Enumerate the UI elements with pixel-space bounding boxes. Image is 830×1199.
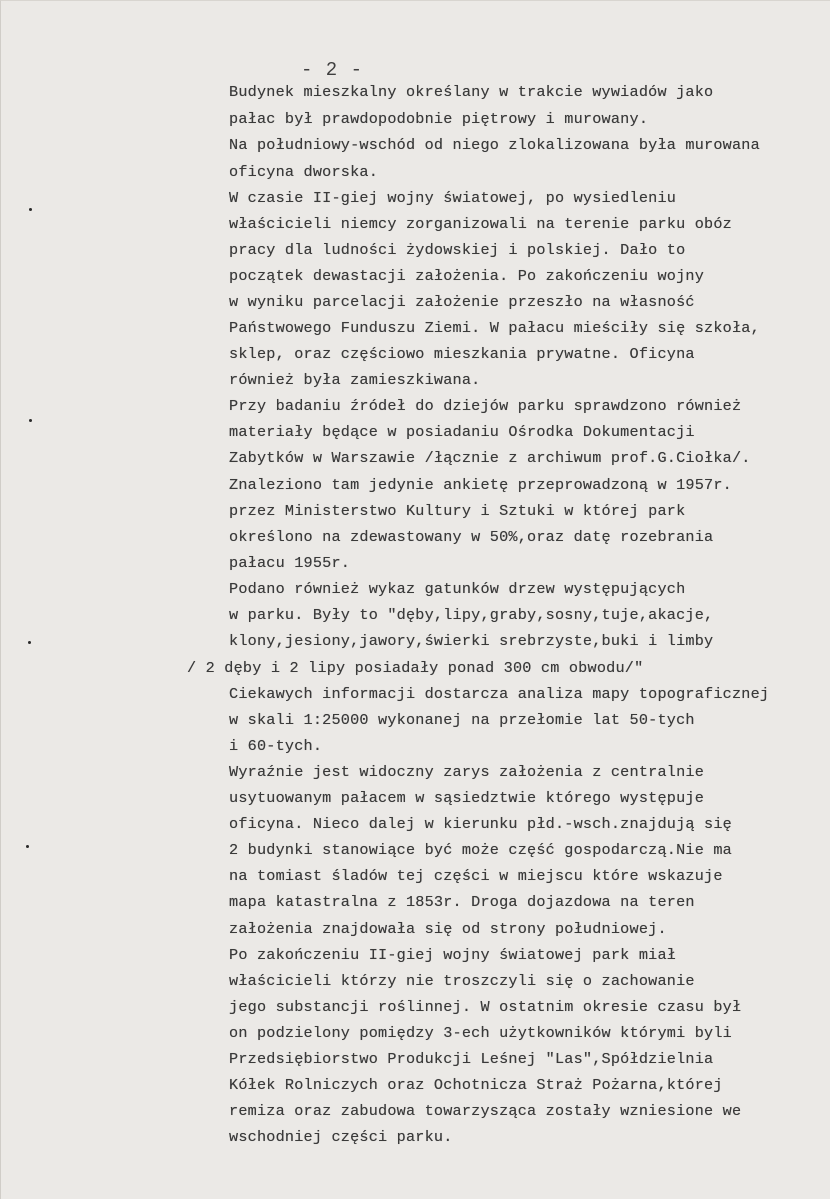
- text-line: oficyna dworska.: [229, 163, 379, 181]
- margin-mark: [29, 208, 32, 211]
- text-line: W czasie II-giej wojny światowej, po wysiedleniu: [229, 189, 677, 207]
- text-line: klony,jesiony,jawory,świerki srebrzyste,buki i limby: [229, 632, 714, 650]
- margin-mark: [28, 641, 31, 644]
- text-line: i 60-tych.: [229, 737, 323, 755]
- text-line: Przedsiębiorstwo Produkcji Leśnej "Las",Spółdzielnia: [229, 1050, 714, 1068]
- text-line: jego substancji roślinnej. W ostatnim okresie czasu był: [229, 998, 742, 1016]
- text-line: on podzielony pomiędzy 3-ech użytkowników którymi byli: [229, 1024, 732, 1042]
- margin-mark: [26, 845, 29, 848]
- text-line: materiały będące w posiadaniu Ośrodka Dokumentacji: [229, 423, 695, 441]
- text-line: 2 budynki stanowiące być może część gospodarczą.Nie ma: [229, 841, 732, 859]
- text-line: Przy badaniu źródeł do dziejów parku sprawdzono również: [229, 397, 742, 415]
- text-line: przez Ministerstwo Kultury i Sztuki w której park: [229, 502, 686, 520]
- text-line: usytuowanym pałacem w sąsiedztwie którego występuje: [229, 789, 705, 807]
- text-line: Kółek Rolniczych oraz Ochotnicza Straż Pożarna,której: [229, 1076, 723, 1094]
- text-line: określono na zdewastowany w 50%,oraz datę rozebrania: [229, 528, 714, 546]
- text-line: w skali 1:25000 wykonanej na przełomie lat 50-tych: [229, 711, 695, 729]
- text-line: Budynek mieszkalny określany w trakcie wywiadów jako: [229, 83, 714, 101]
- text-line: Podano również wykaz gatunków drzew występujących: [229, 580, 686, 598]
- text-line: pałacu 1955r.: [229, 554, 351, 572]
- text-line: wschodniej części parku.: [229, 1128, 453, 1146]
- margin-mark: [29, 419, 32, 422]
- text-line: w wyniku parcelacji założenie przeszło na własność: [229, 293, 695, 311]
- text-line: również była zamieszkiwana.: [229, 371, 481, 389]
- text-line: Ciekawych informacji dostarcza analiza mapy topograficznej: [229, 685, 770, 703]
- text-line: właścicieli którzy nie troszczyli się o zachowanie: [229, 972, 695, 990]
- text-line: mapa katastralna z 1853r. Droga dojazdowa na teren: [229, 893, 695, 911]
- text-line: Zabytków w Warszawie /łącznie z archiwum prof.G.Ciołka/.: [229, 449, 751, 467]
- text-line: właścicieli niemcy zorganizowali na terenie parku obóz: [229, 215, 732, 233]
- text-line: Na południowy-wschód od niego zlokalizowana była murowana: [229, 136, 760, 154]
- text-line: Państwowego Funduszu Ziemi. W pałacu mieściły się szkoła,: [229, 319, 760, 337]
- text-line: na tomiast śladów tej części w miejscu które wskazuje: [229, 867, 723, 885]
- text-line: Po zakończeniu II-giej wojny światowej park miał: [229, 946, 677, 964]
- text-line: założenia znajdowała się od strony południowej.: [229, 920, 667, 938]
- text-line: pracy dla ludności żydowskiej i polskiej. Dało to: [229, 241, 686, 259]
- text-line: początek dewastacji założenia. Po zakończeniu wojny: [229, 267, 705, 285]
- text-line: sklep, oraz częściowo mieszkania prywatne. Oficyna: [229, 345, 695, 363]
- text-line: pałac był prawdopodobnie piętrowy i murowany.: [229, 110, 649, 128]
- page-number: - 2 -: [301, 59, 364, 81]
- text-line: w parku. Były to "dęby,lipy,graby,sosny,tuje,akacje,: [229, 606, 714, 624]
- text-line: Znaleziono tam jedynie ankietę przeprowadzoną w 1957r.: [229, 476, 732, 494]
- text-line: oficyna. Nieco dalej w kierunku płd.-wsch.znajdują się: [229, 815, 732, 833]
- text-line: / 2 dęby i 2 lipy posiadały ponad 300 cm obwodu/": [187, 659, 644, 677]
- text-line: remiza oraz zabudowa towarzysząca zostały wzniesione we: [229, 1102, 742, 1120]
- text-line: Wyraźnie jest widoczny zarys założenia z centralnie: [229, 763, 705, 781]
